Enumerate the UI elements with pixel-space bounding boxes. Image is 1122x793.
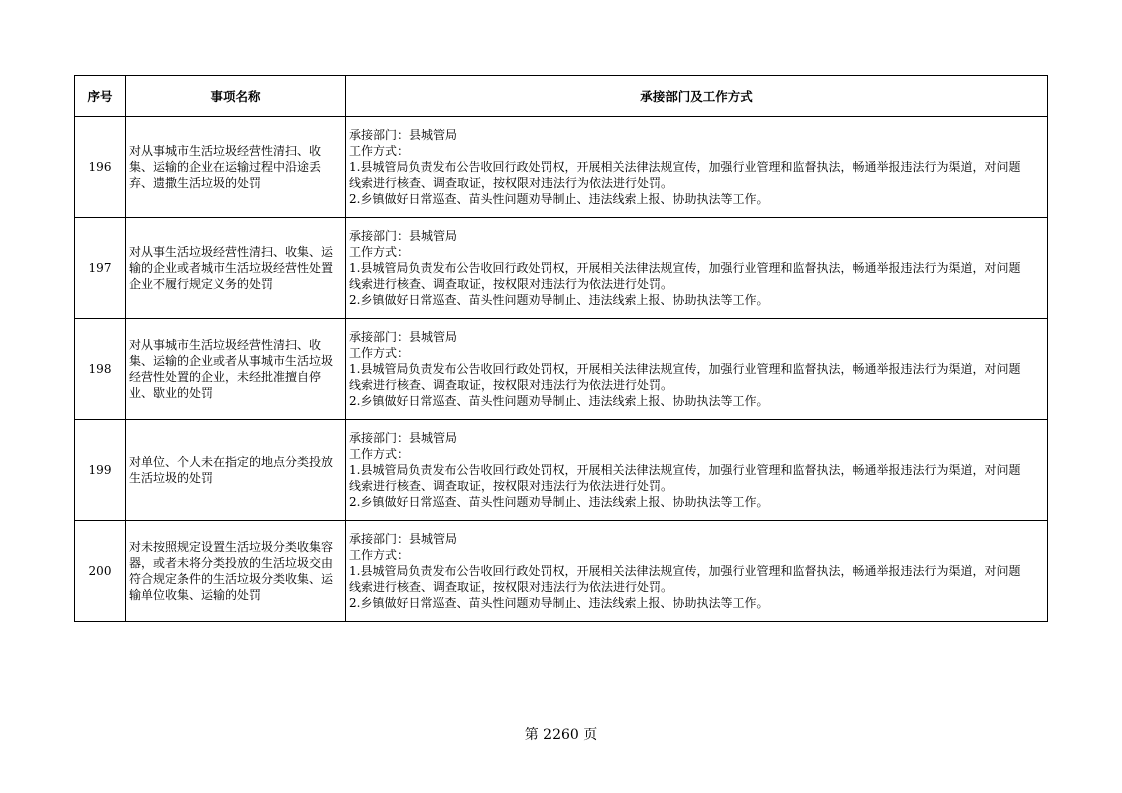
row-item-name: 对从事生活垃圾经营性清扫、收集、运输的企业或者城市生活垃圾经营性处置企业不履行规定义务的处罚 — [126, 218, 346, 319]
row-number: 197 — [75, 218, 126, 319]
row-mode-label: 工作方式： — [349, 245, 410, 259]
row-item-2: 2.乡镇做好日常巡查、苗头性问题劝导制止、违法线索上报、协助执法等工作。 — [349, 192, 769, 206]
row-mode-label: 工作方式： — [349, 548, 410, 562]
row-description — [346, 420, 1048, 521]
table-header-row — [75, 76, 1048, 117]
table-row — [75, 117, 1048, 218]
row-dept: 承接部门：县城管局 — [349, 330, 458, 344]
row-number: 200 — [75, 521, 126, 622]
table-row — [75, 521, 1048, 622]
row-dept: 承接部门：县城管局 — [349, 532, 458, 546]
row-mode-label: 工作方式： — [349, 447, 410, 461]
table-row — [75, 319, 1048, 420]
row-description — [346, 218, 1048, 319]
row-item-name: 对未按照规定设置生活垃圾分类收集容器，或者未将分类投放的生活垃圾交由符合规定条件的生活垃圾分类收集、运输单位收集、运输的处罚 — [126, 521, 346, 622]
row-item-1: 1.县城管局负责发布公告收回行政处罚权，开展相关法律法规宣传，加强行业管理和监督执法，畅通举报违法行为渠道，对问题线索进行核查、调查取证，按权限对违法行为依法进行处罚。 — [349, 463, 1021, 493]
row-mode-label: 工作方式： — [349, 346, 410, 360]
row-number: 198 — [75, 319, 126, 420]
row-item-2: 2.乡镇做好日常巡查、苗头性问题劝导制止、违法线索上报、协助执法等工作。 — [349, 293, 769, 307]
header-item-name: 事项名称 — [126, 76, 346, 117]
row-dept: 承接部门：县城管局 — [349, 229, 458, 243]
row-item-name: 对从事城市生活垃圾经营性清扫、收集、运输的企业或者从事城市生活垃圾经营性处置的企业，未经批准擅自停业、歇业的处罚 — [126, 319, 346, 420]
row-item-name: 对单位、个人未在指定的地点分类投放生活垃圾的处罚 — [126, 420, 346, 521]
row-dept: 承接部门：县城管局 — [349, 431, 458, 445]
row-item-name: 对从事城市生活垃圾经营性清扫、收集、运输的企业在运输过程中沿途丢弃、遗撒生活垃圾的处罚 — [126, 117, 346, 218]
header-seq: 序号 — [75, 76, 126, 117]
row-number: 196 — [75, 117, 126, 218]
header-dept-method: 承接部门及工作方式 — [346, 76, 1048, 117]
row-mode-label: 工作方式： — [349, 144, 410, 158]
table-row — [75, 420, 1048, 521]
row-item-1: 1.县城管局负责发布公告收回行政处罚权，开展相关法律法规宣传，加强行业管理和监督执法，畅通举报违法行为渠道，对问题线索进行核查、调查取证，按权限对违法行为依法进行处罚。 — [349, 362, 1021, 392]
row-description — [346, 319, 1048, 420]
row-dept: 承接部门：县城管局 — [349, 128, 458, 142]
table-row — [75, 218, 1048, 319]
page-number: 第 2260 页 — [524, 727, 598, 743]
row-item-1: 1.县城管局负责发布公告收回行政处罚权，开展相关法律法规宣传，加强行业管理和监督执法，畅通举报违法行为渠道，对问题线索进行核查、调查取证，按权限对违法行为依法进行处罚。 — [349, 261, 1021, 291]
row-description — [346, 521, 1048, 622]
row-item-1: 1.县城管局负责发布公告收回行政处罚权，开展相关法律法规宣传，加强行业管理和监督执法，畅通举报违法行为渠道，对问题线索进行核查、调查取证，按权限对违法行为依法进行处罚。 — [349, 564, 1021, 594]
row-number: 199 — [75, 420, 126, 521]
matters-table — [74, 75, 1048, 622]
row-item-2: 2.乡镇做好日常巡查、苗头性问题劝导制止、违法线索上报、协助执法等工作。 — [349, 596, 769, 610]
row-item-1: 1.县城管局负责发布公告收回行政处罚权，开展相关法律法规宣传，加强行业管理和监督执法，畅通举报违法行为渠道，对问题线索进行核查、调查取证，按权限对违法行为依法进行处罚。 — [349, 160, 1021, 190]
row-item-2: 2.乡镇做好日常巡查、苗头性问题劝导制止、违法线索上报、协助执法等工作。 — [349, 394, 769, 408]
row-item-2: 2.乡镇做好日常巡查、苗头性问题劝导制止、违法线索上报、协助执法等工作。 — [349, 495, 769, 509]
row-description — [346, 117, 1048, 218]
